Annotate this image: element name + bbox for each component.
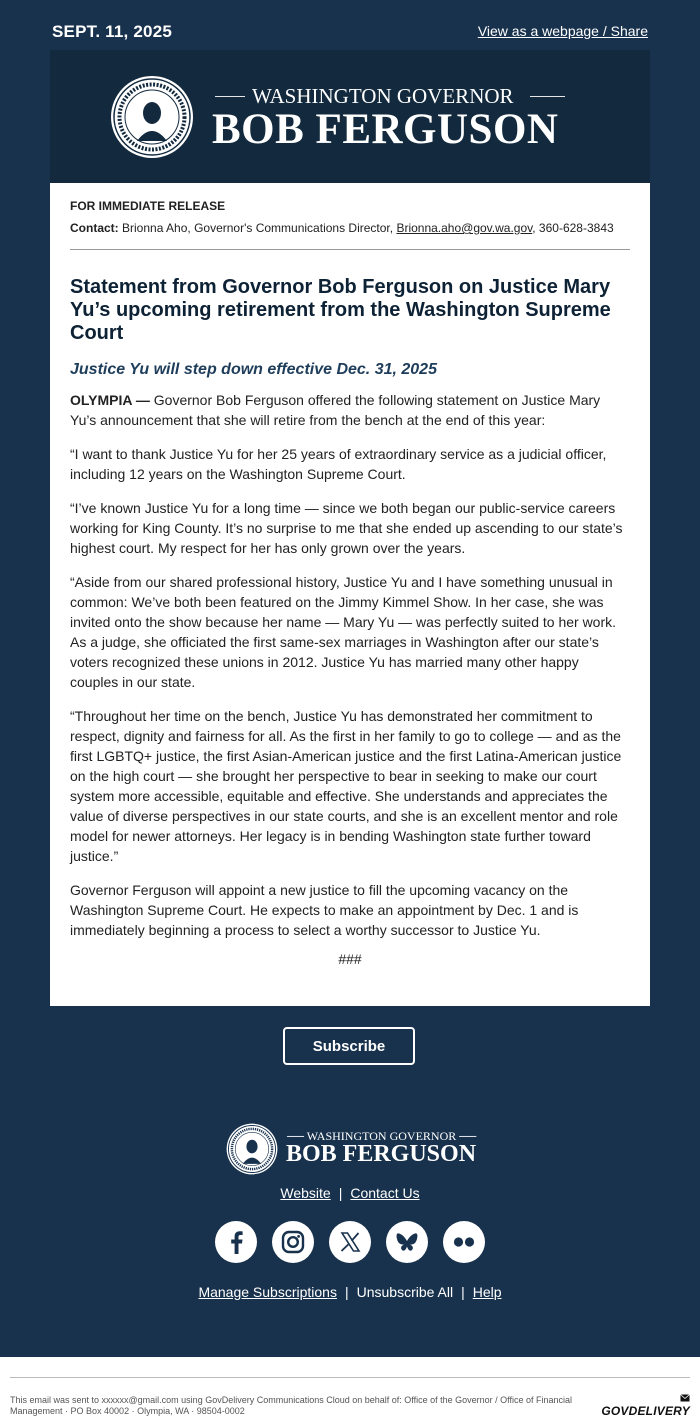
label-rule-left <box>215 96 245 97</box>
separator: | <box>338 1185 343 1201</box>
paragraph: “I’ve known Justice Yu for a long time — since we both began our public-service careers working for King County. It’s no surprise to me that she ended up ascending to our state’s highest court. My respect for her has only grown over the years. <box>70 500 623 556</box>
separator: | <box>461 1284 465 1300</box>
governor-label-text: WASHINGTON GOVERNOR <box>252 84 514 108</box>
contact-line <box>70 221 614 235</box>
subscribe-button[interactable]: Subscribe <box>283 1027 415 1065</box>
contact-email-link[interactable]: Brionna.aho@gov.wa.gov <box>396 221 533 235</box>
contact-label: Contact: <box>70 221 119 235</box>
contact-phone: , 360-628-3843 <box>532 221 614 235</box>
paragraph-text: Governor Bob Ferguson offered the following statement on Justice Mary Yu’s announcement that she will retire from the bench at the end of this year: <box>70 392 601 428</box>
footer-governor-label: ── WASHINGTON GOVERNOR ── <box>287 1129 477 1143</box>
flickr-icon[interactable] <box>443 1221 485 1263</box>
separator: | <box>344 1284 349 1300</box>
envelope-icon <box>680 1394 690 1402</box>
top-bar <box>52 20 648 44</box>
manage-subscriptions-link[interactable]: Manage Subscriptions <box>198 1284 337 1300</box>
paragraph: “Aside from our shared professional history, Justice Yu and I have something unusual in common: We’ve both been featured on the Jimmy Kimmel Show. In her case, she was invited onto the show because her name — Mary Yu — was perfectly suited to her work. As a judge, she officiated the first same-sex marriages in Washington after our state’s voters recognized these unions in 2012. Justice Yu has married many other happy couples in our state. <box>70 574 617 690</box>
view-as-webpage-link[interactable]: View as a webpage / Share <box>477 23 648 39</box>
instagram-icon[interactable] <box>272 1221 314 1263</box>
website-link[interactable]: Website <box>280 1185 331 1201</box>
bluesky-icon[interactable] <box>386 1221 428 1263</box>
contact-text: Brionna Aho, Governor's Communications Director, <box>122 221 394 235</box>
end-mark: ### <box>338 951 362 967</box>
governor-name: BOB FERGUSON <box>212 106 559 153</box>
footer-seal-icon <box>226 1123 278 1175</box>
subscription-links <box>0 1284 700 1300</box>
footer-links <box>0 1185 700 1201</box>
paragraph: “I want to thank Justice Yu for her 25 years of extraordinary service as a judicial officer, including 12 years on the Washington Supreme Court. <box>70 446 607 482</box>
article-title: Statement from Governor Bob Ferguson on Justice Mary Yu’s upcoming retirement from the Washington Supreme Court <box>70 276 611 344</box>
govdelivery-logo[interactable]: GOVDELIVERY <box>601 1404 690 1418</box>
divider <box>70 249 630 250</box>
fine-print: This email was sent to xxxxxx@gmail.com using GovDelivery Communications Cloud on behalf of: Office of the Governor / Office of Financial Management · PO Box 40002 · Olympia, WA · 98504-0002 <box>10 1395 573 1416</box>
help-link[interactable]: Help <box>472 1284 502 1300</box>
press-release-card <box>50 183 650 1006</box>
state-seal-icon <box>110 75 194 159</box>
email-date: SEPT. 11, 2025 <box>52 22 172 41</box>
footer-divider <box>10 1377 690 1378</box>
facebook-icon[interactable] <box>215 1221 257 1263</box>
label-rule-right <box>530 96 565 97</box>
article-body <box>70 390 630 954</box>
footer-governor-label-text: WASHINGTON GOVERNOR <box>306 1129 457 1143</box>
footer-governor-name: BOB FERGUSON <box>286 1141 477 1167</box>
paragraph: Governor Ferguson will appoint a new justice to fill the upcoming vacancy on the Washington Supreme Court. He expects to make an appointment by Dec. 1 and is immediately beginning a process to select a worthy successor to Justice Yu. <box>70 882 579 938</box>
x-icon[interactable] <box>329 1221 371 1263</box>
paragraph <box>70 390 630 430</box>
contact-us-link[interactable]: Contact Us <box>350 1185 420 1201</box>
article-subtitle: Justice Yu will step down effective Dec. 31, 2025 <box>70 361 437 378</box>
unsubscribe-all-link[interactable]: Unsubscribe All <box>356 1284 454 1300</box>
paragraph: “Throughout her time on the bench, Justice Yu has demonstrated her commitment to respect, dignity and fairness for all. As the first in her family to go to college — and as the first LGBTQ+ justice, the first Asian-American justice and the first Latina-American justice on the high court — she brought her perspective to bear in seeking to make our court system more accessible, equitable and effective. She understands and appreciates the value of diverse perspectives in our state courts, and she is an excellent mentor and role model for newer attorneys. Her legacy is in bending Washington state further toward justice.” <box>70 708 622 864</box>
dateline: OLYMPIA — <box>70 392 150 408</box>
release-label: FOR IMMEDIATE RELEASE <box>70 199 226 213</box>
governor-header-banner <box>50 50 650 183</box>
